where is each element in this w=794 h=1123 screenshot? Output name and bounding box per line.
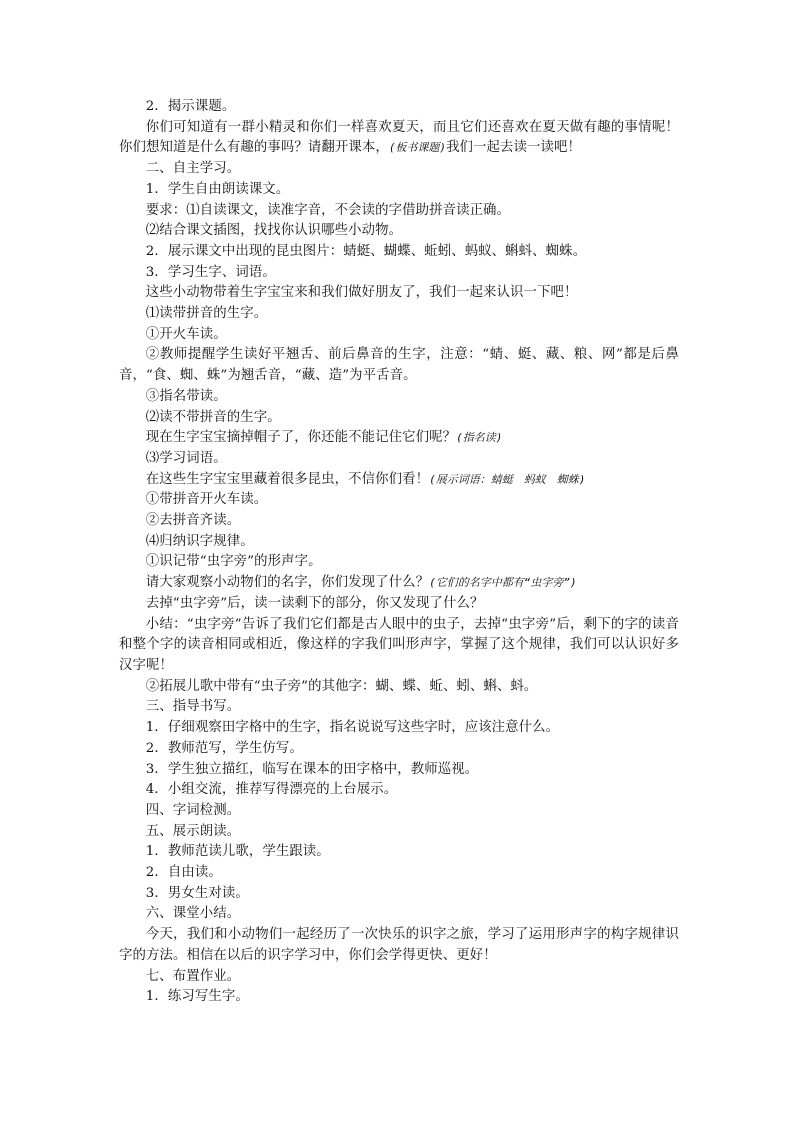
list-item: ②拓展儿歌中带有“虫子旁”的其他字：蝴、蝶、蚯、蚓、蝌、蚪。 — [145, 678, 538, 694]
paragraph: 在这些生字宝宝里藏着很多昆虫，不信你们看！(展示词语：蜻蜓 蚂蚁 蜘蛛) — [145, 471, 586, 487]
step-heading: 1．教师范读儿歌，学生跟读。 — [145, 844, 330, 860]
step-heading: 3．学生独立描红，临写在课本的田字格中，教师巡视。 — [145, 761, 479, 777]
section-heading: 六、课堂小结。 — [145, 906, 241, 922]
paragraph: 这些小动物带着生字宝宝来和我们做好朋友了，我们一起来认识一下吧！ — [145, 285, 578, 301]
list-item: ③指名带读。 — [145, 388, 227, 404]
sub-heading: ⑷归纳识字规律。 — [145, 533, 254, 549]
sub-heading: ⑴读带拼音的生字。 — [145, 306, 268, 322]
step-heading: 2．揭示课题。 — [145, 99, 236, 114]
teacher-note: (指名读) — [456, 431, 503, 445]
teacher-note: (它们的名字中都有“虫字旁”) — [429, 576, 577, 590]
teacher-note: (板书课题) — [388, 141, 447, 155]
step-heading: 1．练习写生字。 — [145, 989, 249, 1005]
step-heading: 3．男女生对读。 — [145, 885, 249, 901]
paragraph: 去掉“虫字旁”后，读一读剩下的部分，你又发现了什么？ — [145, 595, 484, 611]
sub-heading: ⑶学习词语。 — [145, 450, 227, 466]
step-heading: 3．学习生字、词语。 — [145, 264, 276, 280]
paragraph: 要求：⑴自读课文，读准字音，不会读的字借助拼音读正确。 — [145, 202, 511, 218]
list-item: ①带拼音开火车读。 — [145, 492, 268, 508]
list-item: ①识记带“虫字旁”的形声字。 — [145, 554, 322, 570]
section-heading: 二、自主学习。 — [145, 161, 241, 177]
paragraph: 你们可知道有一群小精灵和你们一样喜欢夏天，而且它们还喜欢在夏天做有趣的事情呢！你们想知道是什么有趣的事吗？请翻开课本，(板书课题)我们一起去读一读吧！ — [119, 119, 679, 156]
lesson-plan-body — [119, 97, 679, 1008]
step-heading: 1．仔细观察田字格中的生字，指名说说写这些字时，应该注意什么。 — [145, 720, 560, 736]
list-item: ②教师提醒学生读好平翘舌、前后鼻音的生字，注意：“蜻、蜓、藏、粮、网”都是后鼻音，“食、蜘、蛛”为翘舌音，“藏、造”为平舌音。 — [119, 347, 679, 384]
step-heading: 2．自由读。 — [145, 865, 222, 881]
paragraph: ⑵结合课文插图，找找你认识哪些小动物。 — [145, 223, 403, 239]
sub-heading: ⑵读不带拼音的生字。 — [145, 409, 281, 425]
step-heading: 4．小组交流，推荐写得漂亮的上台展示。 — [145, 782, 398, 798]
step-heading: 2．展示课文中出现的昆虫图片：蜻蜓、蝴蝶、蚯蚓、蚂蚁、蝌蚪、蜘蛛。 — [145, 243, 587, 259]
list-item: ②去拼音齐读。 — [145, 513, 241, 529]
paragraph: 现在生字宝宝摘掉帽子了，你还能不能记住它们呢？(指名读) — [145, 430, 503, 446]
step-heading: 1．学生自由朗读课文。 — [145, 181, 290, 197]
teacher-note: (展示词语：蜻蜓 蚂蚁 蜘蛛) — [429, 472, 586, 486]
list-item: ①开火车读。 — [145, 326, 227, 342]
section-heading: 五、展示朗读。 — [145, 823, 241, 839]
section-heading: 四、字词检测。 — [145, 802, 241, 818]
summary-paragraph: 小结：“虫字旁”告诉了我们它们都是古人眼中的虫子，去掉“虫字旁”后，剩下的字的读音和整个字的读音相同或相近，像这样的字我们叫形声字，掌握了这个规律，我们可以认识好多汉字呢！ — [119, 616, 679, 673]
step-heading: 2．教师范写，学生仿写。 — [145, 740, 303, 756]
paragraph: 请大家观察小动物们的名字，你们发现了什么？(它们的名字中都有“虫字旁”) — [145, 575, 577, 591]
section-heading: 三、指导书写。 — [145, 699, 241, 715]
section-heading: 七、布置作业。 — [145, 968, 241, 984]
summary-paragraph: 今天，我们和小动物们一起经历了一次快乐的识字之旅，学习了运用形声字的构字规律识字的方法。相信在以后的识字学习中，你们会学得更快、更好！ — [119, 927, 679, 963]
